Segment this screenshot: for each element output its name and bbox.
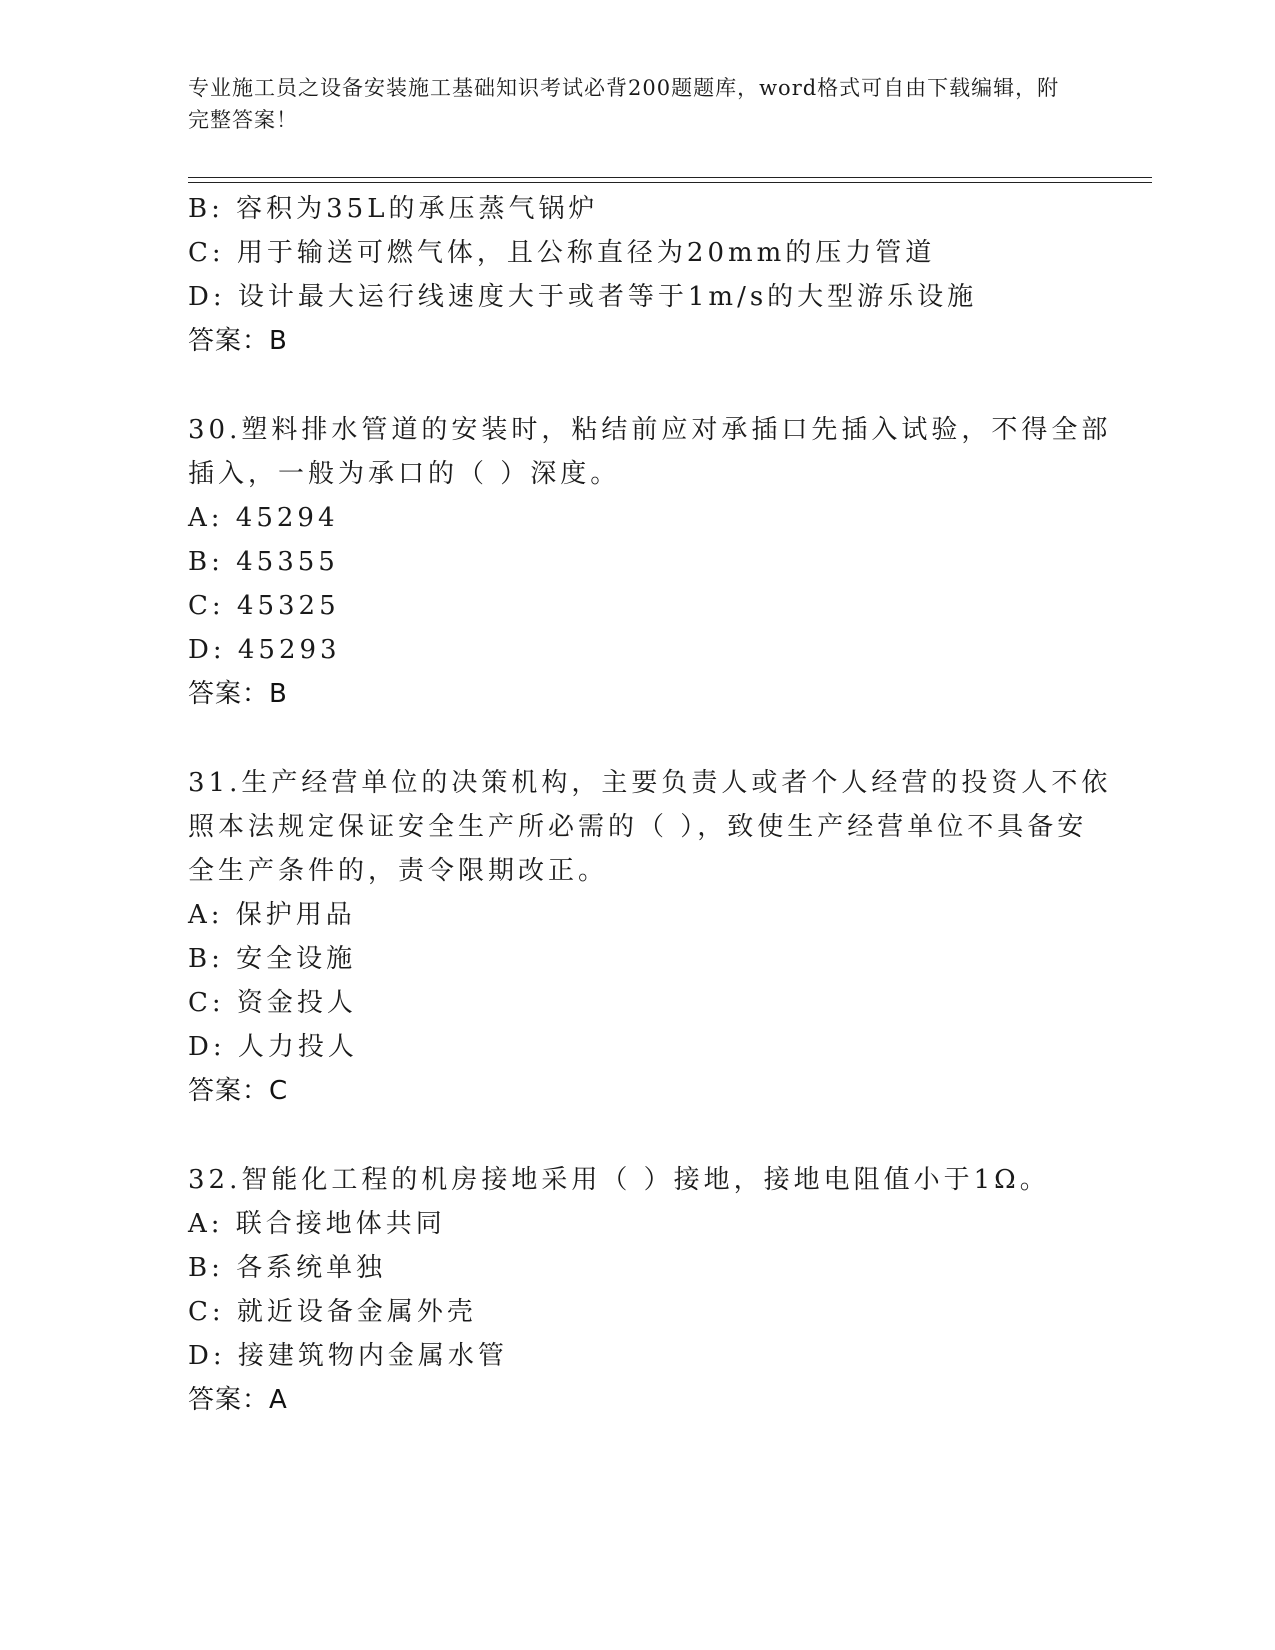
document-header-title: 专业施工员之设备安装施工基础知识考试必背200题题库，word格式可自由下载编辑，附完整答案！	[188, 76, 1060, 132]
question-stem: 32.智能化工程的机房接地采用（ ）接地，接地电阻值小于1Ω。	[188, 1165, 1050, 1195]
question-stem: 照本法规定保证安全生产所必需的（ ），致使生产经营单位不具备安	[188, 812, 1088, 842]
question-option: D: 接建筑物内金属水管	[188, 1341, 508, 1371]
question-option: A: 45294	[188, 503, 339, 533]
question-option: C: 用于输送可燃气体，且公称直径为20mm的压力管道	[188, 238, 936, 268]
question-stem: 插入，一般为承口的（ ）深度。	[188, 459, 621, 489]
question-option: C: 45325	[188, 591, 340, 621]
question-option: C: 资金投人	[188, 988, 357, 1018]
header-rule-bottom	[188, 182, 1152, 183]
question-option: B: 安全设施	[188, 944, 357, 974]
question-answer: 答案：A	[188, 1385, 288, 1415]
question-answer: 答案：C	[188, 1076, 289, 1106]
question-stem: 31.生产经营单位的决策机构，主要负责人或者个人经营的投资人不依	[188, 768, 1112, 798]
question-option: A: 保护用品	[188, 900, 356, 930]
question-option: D: 人力投人	[188, 1032, 358, 1062]
question-option: B: 45355	[188, 547, 339, 577]
header-rule-top	[188, 177, 1152, 178]
question-option: B: 各系统单独	[188, 1253, 387, 1283]
question-stem: 全生产条件的，责令限期改正。	[188, 856, 609, 886]
question-stem: 30.塑料排水管道的安装时，粘结前应对承插口先插入试验，不得全部	[188, 415, 1112, 445]
question-option: D: 设计最大运行线速度大于或者等于1m/s的大型游乐设施	[188, 282, 978, 312]
question-option: D: 45293	[188, 635, 341, 665]
question-answer: 答案：B	[188, 679, 288, 709]
question-option: C: 就近设备金属外壳	[188, 1297, 477, 1327]
question-option: A: 联合接地体共同	[188, 1209, 446, 1239]
question-option: B: 容积为35L的承压蒸气锅炉	[188, 194, 599, 224]
question-answer: 答案：B	[188, 326, 288, 356]
